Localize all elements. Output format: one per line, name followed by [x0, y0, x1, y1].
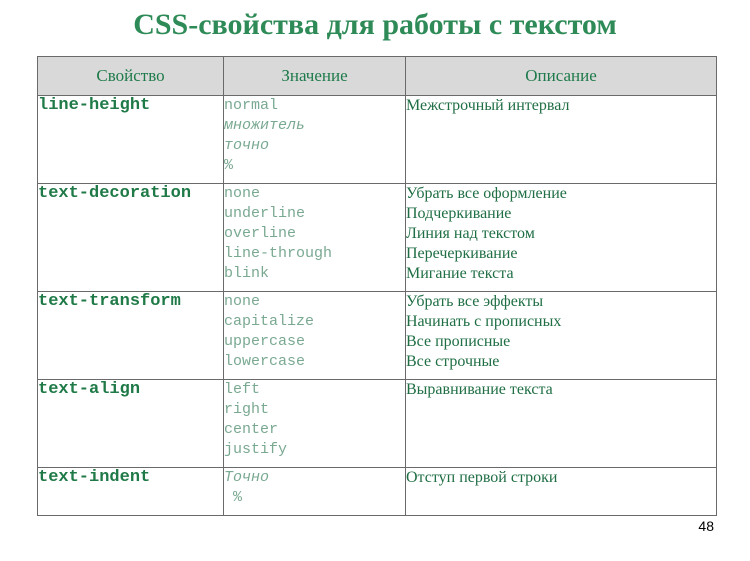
value-cell: [224, 468, 406, 516]
value-item: Точно: [224, 469, 270, 486]
description-item: Мигание текста: [406, 265, 514, 282]
value-item: множитель: [224, 117, 306, 134]
value-cell: [224, 184, 406, 292]
table-row: [38, 468, 717, 516]
description-cell: [406, 380, 717, 468]
value-item: right: [224, 401, 270, 418]
description-item: Начинать с прописных: [406, 313, 562, 330]
value-item: justify: [224, 441, 288, 458]
value-item: overline: [224, 225, 297, 242]
description-item: Все строчные: [406, 353, 500, 370]
property-cell: line-height: [38, 96, 224, 184]
css-properties-table: [37, 56, 717, 516]
description-item: Линия над текстом: [406, 225, 535, 242]
value-item: blink: [224, 265, 270, 282]
description-item: Отступ первой строки: [406, 469, 558, 486]
value-item: %: [224, 157, 234, 174]
value-item: uppercase: [224, 333, 306, 350]
header-property: Свойство: [38, 57, 224, 96]
value-item: точно: [224, 137, 270, 154]
value-cell: [224, 380, 406, 468]
description-item: Убрать все эффекты: [406, 293, 544, 310]
description-cell: [406, 96, 717, 184]
description-item: Все прописные: [406, 333, 511, 350]
table-row: [38, 184, 717, 292]
table-row: [38, 96, 717, 184]
table-header-row: [38, 57, 717, 96]
description-cell: [406, 292, 717, 380]
slide-title: CSS-свойства для работы с текстом: [133, 8, 617, 41]
value-item: normal: [224, 97, 279, 114]
value-cell: [224, 292, 406, 380]
description-cell: [406, 184, 717, 292]
property-cell: text-indent: [38, 468, 224, 516]
property-cell: text-transform: [38, 292, 224, 380]
description-item: Подчеркивание: [406, 205, 512, 222]
value-item: %: [224, 489, 243, 506]
description-item: Межстрочный интервал: [406, 97, 570, 114]
table-row: [38, 380, 717, 468]
description-item: Выравнивание текста: [406, 381, 553, 398]
value-item: none: [224, 185, 261, 202]
table-row: [38, 292, 717, 380]
page-number: 48: [698, 518, 714, 534]
description-item: Убрать все оформление: [406, 185, 567, 202]
description-cell: [406, 468, 717, 516]
header-value: Значение: [224, 57, 406, 96]
property-cell: text-decoration: [38, 184, 224, 292]
description-item: Перечеркивание: [406, 245, 518, 262]
property-cell: text-align: [38, 380, 224, 468]
value-item: none: [224, 293, 261, 310]
table-body: [38, 96, 717, 516]
value-item: capitalize: [224, 313, 315, 330]
value-item: underline: [224, 205, 306, 222]
value-item: lowercase: [224, 353, 306, 370]
value-item: line-through: [224, 245, 333, 262]
header-description: Описание: [406, 57, 717, 96]
value-cell: [224, 96, 406, 184]
value-item: center: [224, 421, 279, 438]
value-item: left: [224, 381, 261, 398]
